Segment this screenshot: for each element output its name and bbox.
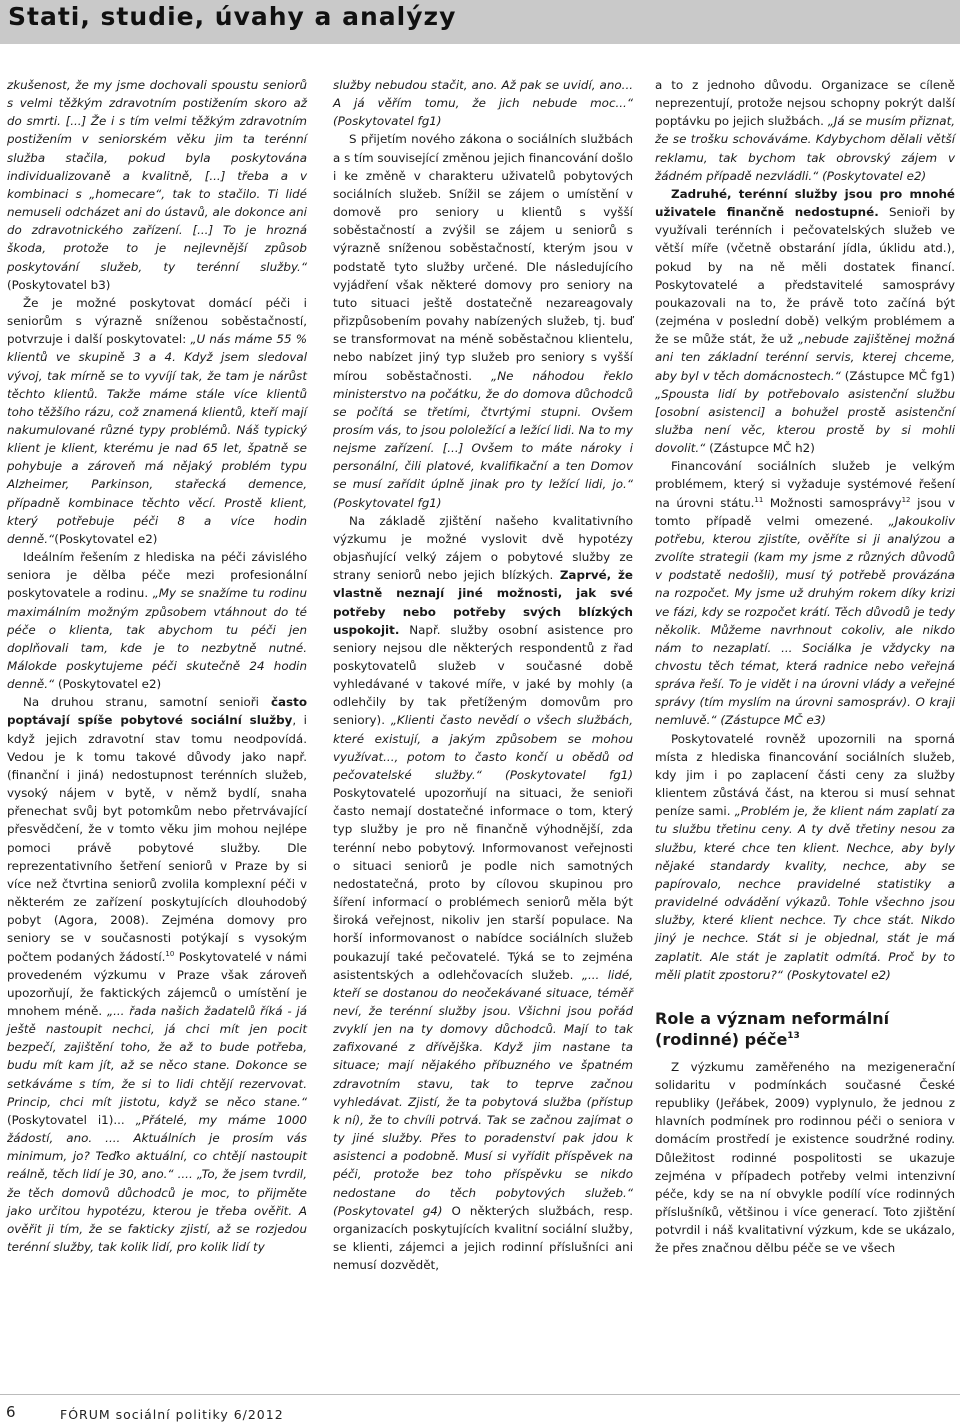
citation: (Poskytovatel e2) bbox=[54, 531, 158, 546]
body-text: Možnosti samosprávy bbox=[763, 495, 902, 510]
bold-text: Zadruhé, terénní služby jsou pro mnohé uživatele finančně nedostupné. bbox=[655, 186, 955, 220]
paragraph bbox=[655, 76, 955, 185]
text-column-1 bbox=[7, 76, 307, 1256]
quote-text: „Problém je, že klient nám zaplatí za tu službu třetinu ceny. A ty dvě třetiny nesou za službu, které chce ten klient. Nechce, aby byly nějaké standardy kvality, nechce, aby se papírovalo, nechce pravidelné statistiky a pravidelné odvádění výkazů. Tohle všechno jsou služby, které klient nechce. Ty chce stát. Nikdo jiný je nechce. Stát si je objednal, stát je má zaplatit. Ale stát je zaplatit odmítá. Proč by to měli platit zpostoru?“ (Poskytovatel e2) bbox=[655, 804, 956, 982]
body-text: Z výzkumu zaměřeného na mezigenerační solidaritu v podmínkách současné České republiky (Jeřábek, 2009) vyplynulo, že jednou z hlavních podmínek pro rodinnou péči o seniora v domácím prostředí je existence soudržné rodiny. Důležitost rodinné pospolitosti se ukazuje zejména v případech potřeby velmi intenzivní péče, kdy se na ní obvykle podílí více rodinných příslušníků, většinou i více generací. Toto zjištění potvrdil i náš kvalitativní výzkum, kde se ukázalo, že přes značnou dělbu péče se ve všech bbox=[655, 1059, 955, 1256]
paragraph bbox=[7, 76, 307, 294]
quote-text: „Klienti často nevědí o všech službách, které existují, a jakým způsobem se mohou využívat..., potom to často končí u obědů od pečovatelské služby.“ (Poskytovatel fg1) bbox=[333, 713, 633, 782]
paragraph bbox=[7, 294, 307, 548]
section-header bbox=[0, 0, 960, 44]
body-text: S přijetím nového zákona o sociálních službách a s tím související změnou jejich financování došlo i ke změně v charakteru uživatelů pobytových sociálních služeb. Snížil se zájem o umístění v domově pro seniory u klientů s vyšší soběstačností a zvýšil se zájem u seniorů s výrazně sníženou soběstačností, kterým jsou v podstatě tyto služby určené. Dle následujícího vyjádření však některé domovy pro seniory na tuto situaci ještě dostatečně nezareagovaly přizpůsobením povahy nabízených služeb, tj. buď se transformovat na méně soběstačnou klientelu, nebo nabízet jiný typ služeb pro seniory s vyšší mírou soběstačnosti. bbox=[333, 132, 634, 383]
body-text: jsou v tomto případě velmi omezené. bbox=[655, 495, 955, 528]
quote-text: „Ne náhodou řeklo ministerstvo na počátku, že do domova důchodců se počítá se třetími, čtvrtými stupni. Ovšem prosím vás, to jsou pololežící a ležící lidi. Na to my nejsme zařízení. [...] Ovšem to máte nároky i personální, čili platové, kvalifikační a ten Domov se musí zařídit úplně jinak pro ty ležící lidi, jo.“ (Poskytovatel fg1) bbox=[333, 368, 633, 510]
section-title: Stati, studie, úvahy a analýzy bbox=[8, 2, 457, 31]
bold-text: často poptávají spíše pobytové sociální služby bbox=[7, 695, 307, 728]
body-text: Ideálním řešením z hlediska na péči závislého seniora je dělba péče mezi profesionální poskytovatele a rodinu. bbox=[7, 550, 307, 601]
paragraph bbox=[655, 730, 955, 984]
quote-text: „... řada našich žadatelů říká - já ještě nastoupit nechci, já chci mít jen pocit bezpečí, zajištění toho, že až to bude potřeba, budu mít kam jít, až se něco stane. Dokonce se setkáváme s tím, že si to lidi chtějí rezervovat. Princip, chci mít jistotu, když se něco stane.“ bbox=[7, 1003, 307, 1109]
body-text: Na základě zjištění našeho kvalitativního výzkumu je možné vyslovit dvě hypotézy objasňující velký zájem o pobytové služby ze strany seniorů nebo jejich blízkých. bbox=[333, 513, 633, 583]
quote-text: „U nás máme 55 % klientů ve skupině 3 a 4. Když jsem sledoval vývoj, tak mírně se to vyvíjí tak, že tam je nárůst těchto klientů. Takže máme stále více klientů toho těžšího rázu, což znamená klientů, kteří mají nakumulované různé typy problémů. Náš typický klient je klient, kterému je nad 65 let, špatně se pohybuje a zároveň má nějaký problém typu Alzheimer, Parkinson, stařecká demence, případně kombinace těchto věcí. Prostě klient, který potřebuje péči 8 a více hodin denně.“ bbox=[7, 332, 308, 546]
section-heading bbox=[655, 1008, 955, 1050]
footnote-ref: 11 bbox=[754, 495, 764, 504]
paragraph bbox=[7, 548, 307, 693]
quote-text: „Spousta lidí by potřebovalo asistenční službu [osobní asistenci] a bohužel prostě asistenční služba není věc, kterou prostě by si mohli dovolit.“ bbox=[655, 386, 955, 456]
paragraph bbox=[333, 512, 633, 1275]
footnote-ref: 12 bbox=[901, 495, 911, 504]
paragraph bbox=[333, 130, 633, 511]
body-text: Že je možné poskytovat domácí péči i seniorům s výrazně sníženou soběstačností, potvrzuje i další poskytovatel: bbox=[7, 295, 307, 347]
quote-text: „Já se musím přiznat, že se trošku schováváme. Kdybychom dělali větší reklamu, tak bychom tak obrovský zájem v žádném případě nezvládli.“ (Poskytovatel e2) bbox=[655, 114, 956, 183]
body-text: Na druhou stranu, samotní senioři bbox=[23, 695, 271, 710]
quote-text: „My se snažíme tu rodinu maximálním možným způsobem vtáhnout do té péče o klienta, tak abychom tu péči jen doplňovali tam, kde je to nezbytně nutné. Málokde poskytujeme péči skutečně 24 hodin denně.“ bbox=[7, 586, 307, 692]
quote-text: „nebude zajištěnej možná ani ten základní terénní servis, kterej chceme, aby byl v těch domácnostech.“ bbox=[655, 332, 955, 383]
journal-name: FÓRUM sociální politiky 6/2012 bbox=[60, 1407, 284, 1422]
body-text: Např. služby osobní asistence pro seniory nejsou dle některých respondentů z řad poskytovatelů služeb v současné době vyhledávané v takové míře, v jaké by mohly (a odlehčily by tak přetíženým domovům pro seniory). bbox=[333, 622, 633, 728]
text-column-2 bbox=[333, 76, 633, 1274]
body-text: Poskytovatelé v námi provedeném výzkumu v Praze však zároveň upozorňují, že faktických zájemců o umístění je mnohem méně. bbox=[7, 949, 307, 1018]
body-text: Financování sociálních služeb je velkým problémem, který si vyžaduje systémové řešení na úrovni státu. bbox=[655, 459, 955, 510]
body-text: O některých službách, resp. organizacích poskytujících kvalitní sociální služby, se klienti, zájemci a jejich rodinní příslušníci ani nemusí dozvědět, bbox=[333, 1203, 633, 1273]
quote-text: „Přátelé, my máme 1000 žádostí, ano. .... Aktuálních je prosím vás minimum, jo? Teďko aktuální, co chtějí nastoupit reálně, těch lidí je 30, ano.“ .... „To, že jsem tvrdil, že těch domovů důchodců je moc, to přijměte jako určitou hypotézu, kterou je třeba ověřit. A ověřit ji tím, že se fakticky zjistí, až se rozjedou terénní služby, tak kolik lidí, pro kolik lidí ty bbox=[7, 1112, 307, 1254]
quote-text: služby nebudou stačit, ano. Až pak se uvidí, ano... A já věřím tomu, že jich nebude moc...“ (Poskytovatel fg1) bbox=[333, 78, 633, 129]
page-number: 6 bbox=[6, 1403, 16, 1421]
footnote-ref: 13 bbox=[787, 1030, 800, 1041]
quote-text: „Jakoukoliv potřebu, kterou zjistíte, ověříte si ji analýzou a zvolíte strategii (kam my jsme z různých důvodů v podstatě nedošli), musí tý potřebě provázána na rozpočet. My jsme už druhým rokem díky krizi ve fázi, kdy se rozpočet krátí. Těch důvodů je tedy několik. Můžeme navrhnout cokoliv, ale nikdo nám to nezaplatí. ... Sociálka je vždycky na chvostu těch témat, která radnice nebo veřejná správa řeší. To je vidět i na úrovni vlády a veřejné správy (tím myslím na úrovni samospráv). O kraji nemluvě.“ (Zástupce MČ e3) bbox=[655, 513, 955, 728]
text-column-3 bbox=[655, 76, 955, 1258]
paragraph bbox=[655, 1058, 955, 1258]
body-text: a to z jednoho důvodu. Organizace se cíleně neprezentují, protože nejsou schopny pokrýt další poptávku po jejich službách. bbox=[655, 78, 955, 129]
citation: (Zástupce MČ h2) bbox=[705, 441, 815, 456]
body-text: Poskytovatelé upozorňují na situaci, že senioři často nemají dostatečné informace o tom, který typ služby je pro ně finančně výhodnější, zda terénní nebo pobytový. Informovanost veřejnosti o situaci seniorů je podle nich samotných nedostatečná, proto by cílovou skupinou pro šíření informací o problémech seniorů měla být široká veřejnost, nikoliv jen starší populace. Na horší informovanost o nabídce sociálních služeb poukazují také pečovatelé. Týká se to zejména asistentských a odlehčovacích služeb. bbox=[333, 786, 633, 982]
heading-text: Role a význam neformální (rodinné) péče bbox=[655, 1008, 890, 1049]
citation: (Poskytovatel e2) bbox=[54, 677, 162, 692]
footnote-ref: 10 bbox=[165, 949, 175, 958]
citation: (Zástupce MČ fg1) bbox=[840, 368, 955, 383]
citation: (Poskytovatel b3) bbox=[7, 277, 111, 292]
quote-text: zkušenost, že my jsme dochovali spoustu seniorů s velmi těžkým zdravotním postižením skoro až do smrti. [...] Že i s tím velmi těžkým zdravotním postižením v seniorském věku jim ta terénní služba stačila, pokud byla poskytována individualizovaně a kvalitně, [...] třeba a v kombinaci s „homecare“, tak to stačilo. Ti lidé nemuseli odcházet ani do ústavů, ale dokonce ani do zdravotnického zařízení. [...] To je hrozná škoda, protože to je nejlevnější způsob poskytování služeb, ty terénní služby.“ bbox=[7, 78, 307, 274]
body-text: , i když jejich zdravotní stav tomu neodpovídá. Vedou je k tomu takové důvody jako např. (finanční i jiná) nedostupnost terénních služeb, vysoký nájem v bytě, v němž bydlí, snaha přenechat svůj byt potomkům nebo přetrvávající přesvědčení, že v tomto věku jim mohou nejlépe pomoci právě pobytové služby. Dle reprezentativního šetření seniorů v Praze by si více než čtvrtina seniorů zvolila komplexní péči v některém ze zařízení poskytujících dlouhodobý pobyt (Agora, 2008). Zejména domovy pro seniory se v současnosti potýkají s vysokým počtem podaných žádostí. bbox=[7, 713, 307, 964]
paragraph bbox=[655, 185, 955, 457]
body-text: Senioři by využívali terénních i pečovatelských služeb ve větší míře (včetně obstarání jídla, úklidu atd.), pokud by na ně měli dostatek financí. Poskytovatelé a představitelé samosprávy poukazovali na to, že právě toto začíná být (zejména v poslední době) velkým problémem a že se může stát, že už bbox=[655, 205, 955, 347]
footer-divider bbox=[0, 1394, 960, 1395]
citation: (Poskytovatel i1)... bbox=[7, 1112, 136, 1127]
paragraph bbox=[333, 76, 633, 130]
bold-text: Zaprvé, že vlastně neznají jiné možnosti, jak své potřeby nebo potřeby svých blízkých uspokojit. bbox=[333, 568, 633, 637]
body-text: Poskytovatelé rovněž upozornili na sporná místa z hlediska financování sociálních služeb, kdy jim i po zaplacení části ceny za služby klientem zůstává část, na kterou si musí sehnat peníze sami. bbox=[655, 731, 955, 819]
quote-text: „... lidé, kteří se dostanou do neočekávané situace, téměř neví, že terénní služby jsou. Všichni jsou pořád zvyklí jen na ty domovy důchodců. Mají to tak zafixované z dřívějška. Když jim nastane ta situace; mají nějakého příbuzného ve špatném zdravotním stavu, tak to teprve začnou vyhledávat. Zjistí, že ta pobytová služba (přístup k ní), že to chvíli potrvá. Tak se začnou zajímat o ty jiné služby. Přes to poradenství pak jdou k asistenci a podobně. Musí si vyřídit příspěvek na péči, protože bez toho příspěvku se nikdo nedostane do těch pobytových služeb.“ (Poskytovatel g4) bbox=[333, 967, 633, 1218]
paragraph bbox=[7, 693, 307, 1256]
paragraph bbox=[655, 457, 955, 729]
